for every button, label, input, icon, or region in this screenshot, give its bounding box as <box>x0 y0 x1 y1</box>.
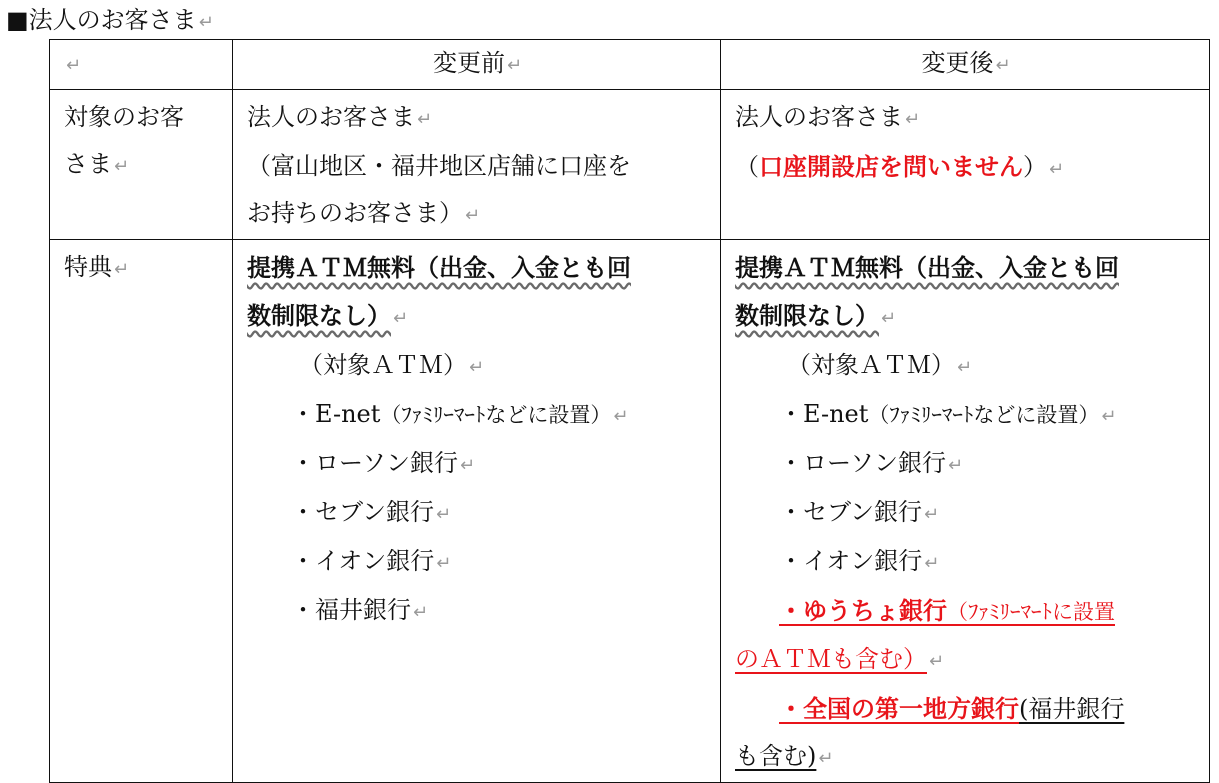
target-after-open: （ <box>735 153 759 181</box>
atm-yucho: ・ゆうちょ銀行 <box>779 596 947 625</box>
target-after-highlight: 口座開設店を問いません <box>759 152 1023 181</box>
target-after-line1: 法人のお客さま <box>735 103 903 131</box>
paragraph-mark-icon: ↵ <box>905 109 921 130</box>
target-customer-row <box>50 90 1210 240</box>
paragraph-mark-icon: ↵ <box>929 651 945 672</box>
atm-regional: ・全国の第一地方銀行 <box>779 694 1019 723</box>
header-after-cell <box>721 40 1210 90</box>
atm-aeon: ・イオン銀行 <box>291 547 435 575</box>
benefit-label: 特典 <box>64 253 112 281</box>
atm-enet-note: （ﾌｧﾐﾘｰﾏｰﾄなどに設置） <box>380 403 612 427</box>
atm-lawson: ・ローソン銀行 <box>291 449 459 477</box>
paragraph-mark-icon: ↵ <box>465 205 481 226</box>
paragraph-mark-icon: ↵ <box>66 55 82 76</box>
target-after-close: ） <box>1023 153 1047 181</box>
atm-lawson: ・ローソン銀行 <box>779 449 947 477</box>
paragraph-mark-icon: ↵ <box>506 55 523 76</box>
atm-yucho-note-line2: のＡＴＭも含む） <box>735 645 927 673</box>
target-after-cell <box>721 90 1210 240</box>
benefit-row <box>50 240 1210 783</box>
atm-enet: ・E-net <box>291 400 381 428</box>
paragraph-mark-icon: ↵ <box>957 357 973 378</box>
heading-text: ■法人のお客さま <box>6 6 197 34</box>
atm-aeon: ・イオン銀行 <box>779 547 923 575</box>
paragraph-mark-icon: ↵ <box>413 602 429 623</box>
table-header-row <box>50 40 1210 90</box>
header-after-label: 変更後 <box>921 49 994 77</box>
paragraph-mark-icon: ↵ <box>198 12 214 33</box>
paragraph-mark-icon: ↵ <box>436 553 452 574</box>
paragraph-mark-icon: ↵ <box>469 357 485 378</box>
paragraph-mark-icon: ↵ <box>818 748 834 769</box>
atm-seven: ・セブン銀行 <box>779 498 923 526</box>
atm-fukui: ・福井銀行 <box>291 596 411 624</box>
target-before-cell <box>233 90 721 240</box>
atm-regional-note-line2: も含む) <box>735 742 817 770</box>
atm-heading: （対象ＡＴＭ） <box>299 351 467 379</box>
benefit-before-cell <box>233 240 721 783</box>
atm-heading: （対象ＡＴＭ） <box>787 351 955 379</box>
paragraph-mark-icon: ↵ <box>924 553 940 574</box>
target-label-cell <box>50 90 233 240</box>
paragraph-mark-icon: ↵ <box>924 504 940 525</box>
paragraph-mark-icon: ↵ <box>1049 159 1065 180</box>
atm-seven: ・セブン銀行 <box>291 498 435 526</box>
paragraph-mark-icon: ↵ <box>1101 406 1117 427</box>
target-before-line2: （富山地区・福井地区店舗に口座を <box>247 152 631 180</box>
atm-regional-note-line1: (福井銀行 <box>1019 695 1125 723</box>
paragraph-mark-icon: ↵ <box>417 109 433 130</box>
target-before-line1: 法人のお客さま <box>247 103 415 131</box>
atm-enet: ・E-net <box>779 400 869 428</box>
paragraph-mark-icon: ↵ <box>114 156 130 177</box>
header-before-label: 変更前 <box>432 49 505 77</box>
paragraph-mark-icon: ↵ <box>948 455 964 476</box>
paragraph-mark-icon: ↵ <box>114 259 130 280</box>
comparison-table <box>49 39 1210 783</box>
target-before-line3: お持ちのお客さま） <box>247 199 463 227</box>
target-label-line2: さま <box>64 150 112 178</box>
paragraph-mark-icon: ↵ <box>393 308 409 329</box>
benefit-after-cell <box>721 240 1210 783</box>
benefit-before-title-line2: 数制限なし） <box>247 301 391 330</box>
paragraph-mark-icon: ↵ <box>881 308 897 329</box>
paragraph-mark-icon: ↵ <box>436 504 452 525</box>
paragraph-mark-icon: ↵ <box>613 406 629 427</box>
benefit-after-title-line2: 数制限なし） <box>735 301 879 330</box>
header-before-cell <box>233 40 721 90</box>
benefit-label-cell <box>50 240 233 783</box>
header-empty-cell <box>50 40 233 90</box>
section-heading <box>6 4 214 39</box>
target-label-line1: 対象のお客 <box>64 103 184 131</box>
paragraph-mark-icon: ↵ <box>460 455 476 476</box>
atm-yucho-note-line1: （ﾌｧﾐﾘｰﾏｰﾄに設置 <box>947 600 1115 624</box>
benefit-after-title-line1: 提携ＡＴＭ無料（出金、入金とも回 <box>735 253 1119 282</box>
atm-enet-note: （ﾌｧﾐﾘｰﾏｰﾄなどに設置） <box>868 403 1100 427</box>
benefit-before-title-line1: 提携ＡＴＭ無料（出金、入金とも回 <box>247 253 631 282</box>
paragraph-mark-icon: ↵ <box>995 55 1011 76</box>
